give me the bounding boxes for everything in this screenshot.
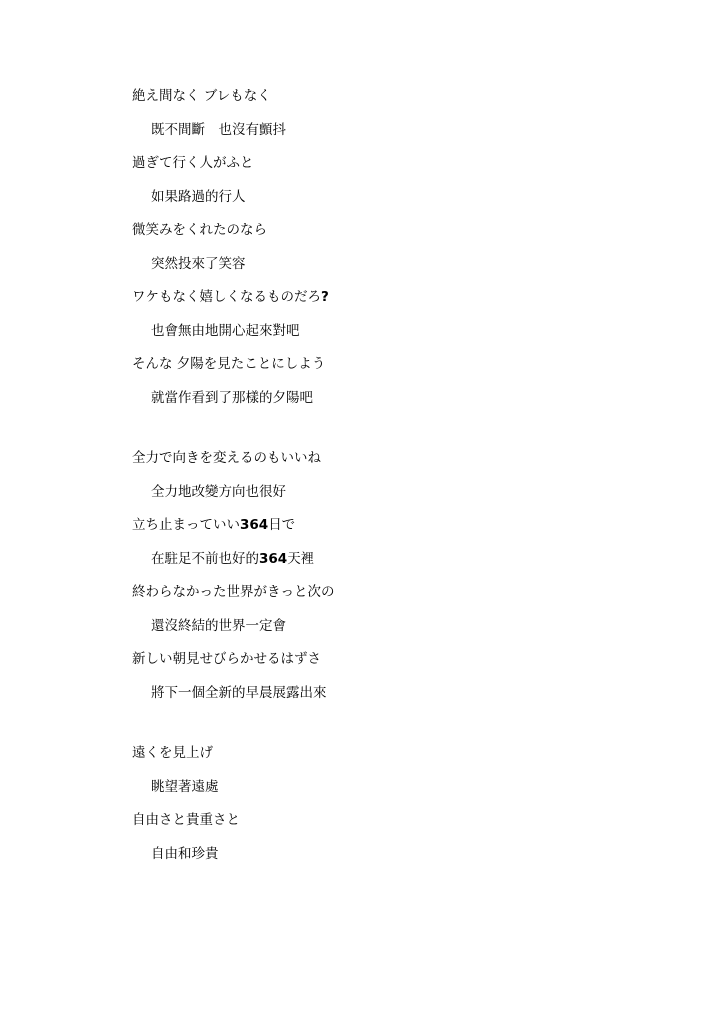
stanza-gap [132, 716, 692, 743]
lyric-line-translation: 眺望著遠處 [151, 778, 219, 795]
lyric-line-translation: 全力地改變方向也很好 [151, 483, 286, 500]
lyric-line-translation: 自由和珍貴 [151, 845, 219, 862]
lyric-line-translation: 在駐足不前也好的364天裡 [151, 550, 315, 567]
lyrics-body [132, 86, 692, 877]
lyric-line-japanese: 遠くを見上げ [132, 745, 213, 761]
lyric-line-japanese: 全力で向きを変えるのもいいね [132, 450, 321, 466]
stanza-3 [132, 743, 692, 864]
lyric-line-japanese: ワケもなく嬉しくなるものだろ? [132, 289, 329, 305]
lyric-line-japanese: 過ぎて行く人がふと [132, 155, 254, 171]
lyric-line-japanese: 微笑みをくれたのなら [132, 222, 267, 238]
lyric-line-translation: 突然投來了笑容 [151, 255, 246, 272]
stanza-2 [132, 448, 692, 703]
lyric-line-translation: 也會無由地開心起來對吧 [151, 322, 300, 339]
lyric-line-translation: 還沒終結的世界一定會 [151, 617, 286, 634]
lyric-line-japanese: 絶え間なく ブレもなく [132, 88, 271, 104]
lyric-line-japanese: 立ち止まっていい364日で [132, 517, 296, 533]
stanza-1 [132, 86, 692, 408]
stanza-gap [132, 421, 692, 448]
lyric-line-translation: 既不間斷 也沒有顫抖 [151, 121, 286, 138]
lyric-line-translation: 如果路過的行人 [151, 188, 246, 205]
lyric-line-japanese: 自由さと貴重さと [132, 812, 240, 828]
lyric-line-translation: 就當作看到了那樣的夕陽吧 [151, 389, 313, 406]
lyric-line-japanese: そんな 夕陽を見たことにしよう [132, 356, 326, 372]
lyric-line-translation: 將下一個全新的早晨展露出來 [151, 684, 327, 701]
lyric-line-japanese: 終わらなかった世界がきっと次の [132, 584, 335, 600]
lyric-line-japanese: 新しい朝見せびらかせるはずさ [132, 651, 321, 667]
